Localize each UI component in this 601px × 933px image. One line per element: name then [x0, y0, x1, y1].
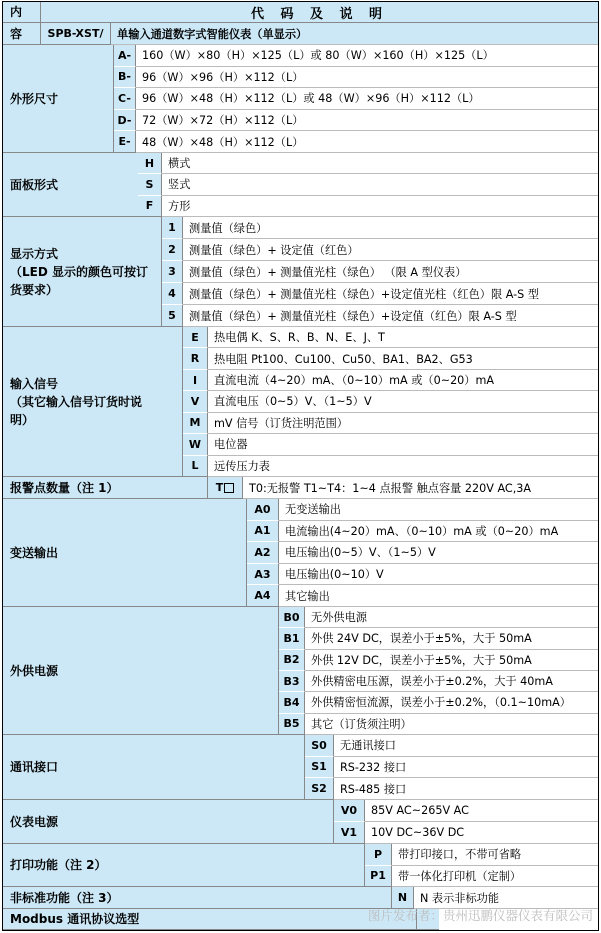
power-out-code-4: B3: [279, 671, 305, 692]
input-code-3: I: [183, 370, 208, 391]
comm-code-2: S1: [305, 757, 334, 779]
power-out-label: 外供电源: [3, 607, 279, 735]
alarm-label: 报警点数量（注 1）: [3, 477, 208, 499]
print-label: 打印功能（注 2）: [3, 844, 365, 887]
supply-code-2: V1: [334, 822, 365, 844]
display-desc-4: 测量值（绿色）+ 测量值光柱（绿色）+设定值光柱（红色）限 A-S 型: [183, 283, 598, 305]
watermark: 图片发布者：贵州迅鹏仪器仪表有限公司: [367, 908, 593, 923]
display-code-5: 5: [162, 305, 183, 327]
alarm-code: [208, 477, 243, 499]
size-code-2: B-: [114, 67, 136, 89]
comm-desc-3: RS-485 接口: [334, 778, 598, 800]
panel-code-2: S: [138, 174, 162, 195]
size-code-1: A-: [114, 45, 136, 67]
display-code-2: 2: [162, 239, 183, 261]
display-label-line-2: （LED 显示的颜色可按订: [10, 264, 148, 279]
panel-label: 面板形式: [3, 153, 138, 217]
comm-code-1: S0: [305, 735, 334, 757]
display-code-1: 1: [162, 217, 183, 239]
size-desc-4: 72（W）×72（H）×112（L）: [136, 110, 598, 132]
supply-desc-2: 10V DC~36V DC: [365, 822, 598, 844]
input-desc-1: 热电偶 K、S、R、B、N、E、J、T: [208, 327, 598, 348]
display-desc-5: 测量值（绿色）+ 测量值光柱（绿色）+设定值（红色）限 A-S 型: [183, 305, 598, 327]
input-code-1: E: [183, 327, 208, 348]
power-out-desc-1: 无外供电源: [305, 607, 598, 628]
input-code-5: M: [183, 413, 208, 434]
supply-desc-1: 85V AC~265V AC: [365, 800, 598, 822]
panel-desc-1: 横式: [162, 153, 598, 174]
comm-desc-2: RS-232 接口: [334, 757, 598, 779]
placeholder-box-icon: [224, 483, 234, 493]
input-desc-4: 直流电压（0~5）V、（1~5）V: [208, 391, 598, 412]
supply-code-1: V0: [334, 800, 365, 822]
panel-code-3: F: [138, 196, 162, 217]
input-code-6: W: [183, 434, 208, 455]
panel-desc-2: 竖式: [162, 174, 598, 195]
input-label-line-1: 输入信号: [10, 376, 59, 391]
nonstd-code: N: [392, 887, 414, 909]
size-code-3: C-: [114, 88, 136, 110]
display-desc-1: 测量值（绿色）: [183, 217, 598, 239]
transmit-code-2: A1: [247, 521, 279, 543]
transmit-desc-2: 电流输出(4~20）mA、（0~10）mA 或（0~20）mA: [279, 521, 598, 543]
power-out-code-3: B2: [279, 650, 305, 671]
input-code-7: L: [183, 456, 208, 477]
transmit-code-1: A0: [247, 499, 279, 521]
transmit-desc-3: 电压输出(0~5）V、（1~5）V: [279, 542, 598, 564]
display-label-line-1: 显示方式: [10, 246, 59, 261]
comm-label: 通讯接口: [3, 735, 305, 800]
supply-label: 仪表电源: [3, 800, 334, 844]
size-desc-5: 48（W）×48（H）×112（L）: [136, 131, 598, 153]
display-label: [3, 217, 162, 327]
power-out-desc-2: 外供 24V DC，误差小于±5%，大于 50mA: [305, 628, 598, 649]
input-desc-3: 直流电流（4~20）mA、（0~10）mA 或（0~20）mA: [208, 370, 598, 391]
power-out-desc-4: 外供精密电压源，误差小于±0.2%，大于 40mA: [305, 671, 598, 692]
size-desc-3: 96（W）×48（H）×112（L）或 48（W）×96（H）×112（L）: [136, 88, 598, 110]
transmit-desc-4: 电压输出(0~10）V: [279, 564, 598, 586]
power-out-desc-5: 外供精密恒流源，误差小于±0.2%，（0.1~10mA）: [305, 692, 598, 713]
print-code-2: P1: [365, 866, 392, 888]
model-code: SPB-XST/: [41, 23, 111, 45]
panel-desc-3: 方形: [162, 196, 598, 217]
comm-code-3: S2: [305, 778, 334, 800]
input-code-2: R: [183, 348, 208, 369]
content-label-top: 内: [3, 2, 41, 23]
power-out-code-2: B1: [279, 628, 305, 649]
power-out-code-5: B4: [279, 692, 305, 713]
transmit-label: 变送输出: [3, 499, 247, 607]
content-label-bottom: 容: [3, 23, 41, 45]
size-code-5: E-: [114, 131, 136, 153]
transmit-code-5: A4: [247, 585, 279, 607]
power-out-code-1: B0: [279, 607, 305, 628]
table-title: 代 码 及 说 明: [41, 2, 598, 23]
transmit-desc-5: 其它输出: [279, 585, 598, 607]
comm-desc-1: 无通讯接口: [334, 735, 598, 757]
input-desc-5: mV 信号（订货注明范围）: [208, 413, 598, 434]
display-desc-2: 测量值（绿色）+ 设定值（红色）: [183, 239, 598, 261]
power-out-desc-3: 外供 12V DC，误差小于±5%，大于 50mA: [305, 650, 598, 671]
input-label-line-2: （其它输入信号订货时说: [10, 394, 143, 409]
size-code-4: D-: [114, 110, 136, 132]
display-code-4: 4: [162, 283, 183, 305]
display-label-line-3: 货要求）: [10, 282, 59, 297]
input-label-line-3: 明）: [10, 412, 35, 427]
nonstd-label: 非标准功能（注 3）: [3, 887, 392, 909]
power-out-desc-6: 其它（订货须注明）: [305, 714, 598, 735]
size-desc-2: 96（W）×96（H）×112（L）: [136, 67, 598, 89]
transmit-code-3: A2: [247, 542, 279, 564]
print-code-1: P: [365, 844, 392, 866]
size-desc-1: 160（W）×80（H）×125（L）或 80（W）×160（H）×125（L）: [136, 45, 598, 67]
panel-code-1: H: [138, 153, 162, 174]
input-label: [3, 327, 183, 477]
nonstd-desc: N 表示非标功能: [414, 887, 598, 909]
transmit-code-4: A3: [247, 564, 279, 586]
input-desc-2: 热电阻 Pt100、Cu100、Cu50、BA1、BA2、G53: [208, 348, 598, 369]
model-desc: 单输入通道数字式智能仪表（单显示）: [111, 23, 598, 45]
input-desc-6: 电位器: [208, 434, 598, 455]
input-desc-7: 远传压力表: [208, 456, 598, 477]
power-out-code-6: B5: [279, 714, 305, 735]
print-desc-1: 带打印接口，不带可省略: [392, 844, 598, 866]
print-desc-2: 带一体化打印机（定制）: [392, 866, 598, 888]
input-code-4: V: [183, 391, 208, 412]
display-desc-3: 测量值（绿色）+ 测量值光柱（绿色） （限 A 型仪表）: [183, 261, 598, 283]
panel-pad: [114, 153, 138, 217]
transmit-desc-1: 无变送输出: [279, 499, 598, 521]
alarm-desc: T0:无报警 T1~T4：1~4 点报警 触点容量 220V AC,3A: [243, 477, 598, 499]
alarm-code-letter: T: [215, 481, 224, 494]
size-label: 外形尺寸: [3, 45, 114, 153]
modbus-label: Modbus 通讯协议选型: [3, 909, 417, 930]
display-code-3: 3: [162, 261, 183, 283]
